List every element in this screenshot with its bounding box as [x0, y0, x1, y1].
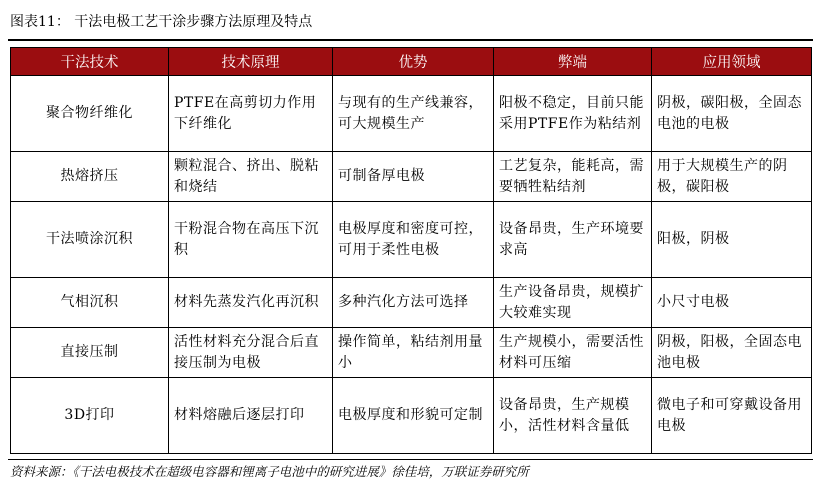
- drawback-cell: 生产规模小，需要活性材料可压缩: [494, 328, 652, 378]
- table-row: [11, 76, 812, 152]
- method-cell: 干法喷涂沉积: [11, 202, 169, 278]
- application-cell: 阴极，碳阳极，全固态电池的电极: [652, 76, 812, 152]
- drawback-cell: 设备昂贵，生产规模小，活性材料含量低: [494, 378, 652, 454]
- bottom-rule: [8, 459, 813, 460]
- table-row: [11, 202, 812, 278]
- figure-caption: 图表11： 干法电极工艺干涂步骤方法原理及特点: [10, 14, 313, 30]
- principle-cell: PTFE在高剪切力作用下纤维化: [169, 76, 333, 152]
- drawback-cell: 设备昂贵，生产环境要求高: [494, 202, 652, 278]
- method-cell: 热熔挤压: [11, 152, 169, 202]
- advantage-cell: 可制备厚电极: [333, 152, 494, 202]
- application-cell: 用于大规模生产的阴极，碳阳极: [652, 152, 812, 202]
- table-row: [11, 328, 812, 378]
- top-rule: [8, 39, 813, 41]
- table-row: [11, 378, 812, 454]
- source-note: 资料来源：《干法电极技术在超级电容器和锂离子电池中的研究进展》徐佳培，万联证券研究所: [10, 464, 529, 479]
- advantage-cell: 与现有的生产线兼容，可大规模生产: [333, 76, 494, 152]
- application-cell: 阴极，阳极，全固态电池电极: [652, 328, 812, 378]
- method-cell: 直接压制: [11, 328, 169, 378]
- drawback-cell: 生产设备昂贵，规模扩大较难实现: [494, 278, 652, 328]
- principle-cell: 颗粒混合、挤出、脱粘和烧结: [169, 152, 333, 202]
- method-cell: 气相沉积: [11, 278, 169, 328]
- header-principle: 技术原理: [169, 48, 333, 76]
- header-applications: 应用领域: [652, 48, 812, 76]
- drawback-cell: 阳极不稳定，目前只能采用PTFE作为粘结剂: [494, 76, 652, 152]
- principle-cell: 干粉混合物在高压下沉积: [169, 202, 333, 278]
- header-method: 干法技术: [11, 48, 169, 76]
- application-cell: 微电子和可穿戴设备用电极: [652, 378, 812, 454]
- table-row: [11, 152, 812, 202]
- application-cell: 阳极，阴极: [652, 202, 812, 278]
- header-drawbacks: 弊端: [494, 48, 652, 76]
- method-cell: 3D打印: [11, 378, 169, 454]
- table-header-row: [11, 48, 812, 76]
- advantage-cell: 电极厚度和形貌可定制: [333, 378, 494, 454]
- advantage-cell: 多种汽化方法可选择: [333, 278, 494, 328]
- header-advantages: 优势: [333, 48, 494, 76]
- dry-electrode-methods-table: [10, 47, 812, 454]
- method-cell: 聚合物纤维化: [11, 76, 169, 152]
- application-cell: 小尺寸电极: [652, 278, 812, 328]
- table-row: [11, 278, 812, 328]
- principle-cell: 材料熔融后逐层打印: [169, 378, 333, 454]
- advantage-cell: 操作简单，粘结剂用量小: [333, 328, 494, 378]
- drawback-cell: 工艺复杂，能耗高，需要牺牲粘结剂: [494, 152, 652, 202]
- advantage-cell: 电极厚度和密度可控，可用于柔性电极: [333, 202, 494, 278]
- principle-cell: 材料先蒸发汽化再沉积: [169, 278, 333, 328]
- principle-cell: 活性材料充分混合后直接压制为电极: [169, 328, 333, 378]
